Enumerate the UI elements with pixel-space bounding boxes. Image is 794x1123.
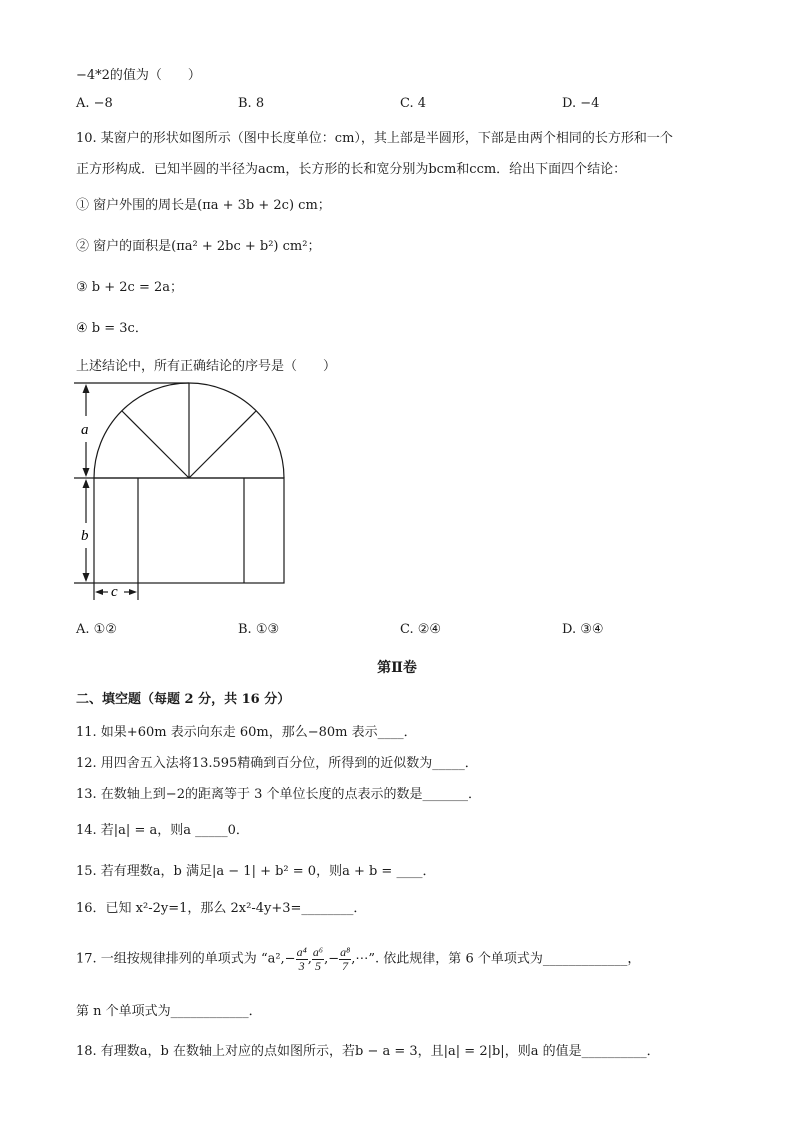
q10-option-d: D. ③④ — [562, 622, 604, 637]
q17-fraction-1-den: 3 — [298, 958, 305, 973]
label-b: b — [81, 528, 89, 544]
q17-fraction-3-num: a⁸ — [340, 945, 351, 959]
q17-fraction-2-num: a⁶ — [312, 945, 324, 959]
q18: 18. 有理数a，b 在数轴上对应的点如图所示，若b − a = 3，且|a| = 2|b|，则a 的值是__________． — [76, 1044, 660, 1059]
q16: 16．已知 x²-2y=1，那么 2x²-4y+3=________． — [76, 901, 367, 916]
q17-fraction-2-den: 5 — [314, 958, 321, 973]
section-fill-in-title: 二、填空题（每题 2 分，共 16 分） — [76, 692, 291, 707]
q13: 13. 在数轴上到−2的距离等于 3 个单位长度的点表示的数是_______． — [76, 787, 482, 802]
label-c: c — [111, 584, 118, 600]
q10-option-a: A. ①② — [76, 622, 117, 637]
q17-fraction-3 — [339, 946, 351, 972]
q10-option-c: C. ②④ — [400, 622, 442, 637]
q10-conclusion-3: ③ b + 2c = 2a； — [76, 280, 183, 295]
q10-line-2: 正方形构成．已知半圆的半径为acm，长方形的长和宽分别为bcm和ccm．给出下面四个结论： — [76, 162, 627, 177]
lower-rectangle — [94, 478, 284, 583]
q17-line-1: 17. 一组按规律排列的单项式为 “a²,− $\frac{\text{a⁴}}{3}$ , $\frac{\text{a⁶}}{5}$ ,− $\frac{\text{a⁸}}{7}$ ,⋯”. 依此规律，第 6 个单项式为_____________， — [76, 945, 641, 973]
q14: 14. 若|a| = a，则a _____0． — [76, 823, 249, 838]
q10-question: 上述结论中，所有正确结论的序号是（ ） — [76, 359, 337, 374]
part-2-title: 第Ⅱ卷 — [377, 660, 417, 676]
q9-option-d: D. −4 — [562, 96, 600, 111]
q11: 11. 如果+60m 表示向东走 60m，那么−80m 表示____． — [76, 725, 417, 740]
q9-option-c: C. 4 — [400, 96, 427, 111]
q17-fraction-1-num: a⁴ — [296, 945, 307, 959]
q17-fraction-3-den: 7 — [342, 958, 349, 973]
q9-stem: −4*2的值为（ ） — [76, 68, 201, 83]
window-figure — [70, 378, 295, 608]
label-a: a — [81, 422, 89, 438]
q15: 15. 若有理数a，b 满足|a − 1| + b² = 0，则a + b = ____． — [76, 864, 436, 879]
q17-fraction-1 — [296, 946, 308, 972]
q17-fraction-2 — [312, 946, 324, 972]
q9-option-a: A. −8 — [76, 96, 113, 111]
q17-suffix: ,⋯”. 依此规律，第 6 个单项式为_____________， — [351, 951, 641, 967]
q10-conclusion-1: ① 窗户外围的周长是(πa + 3b + 2c) cm； — [76, 198, 331, 213]
q9-option-b: B. 8 — [238, 96, 265, 111]
q17-prefix: 17. 一组按规律排列的单项式为 “a²,− — [76, 951, 296, 967]
q10-option-b: B. ①③ — [238, 622, 280, 637]
q10-conclusion-2: ② 窗户的面积是(πa² + 2bc + b²) cm²； — [76, 239, 321, 254]
q12: 12. 用四舍五入法将13.595精确到百分位，所得到的近似数为_____． — [76, 756, 478, 771]
q17-line-2: 第 n 个单项式为____________． — [76, 1004, 262, 1019]
q10-line-1: 10. 某窗户的形状如图所示（图中长度单位：cm），其上部是半圆形，下部是由两个相同的长方形和一个 — [76, 131, 673, 146]
q10-conclusion-4: ④ b = 3c． — [76, 321, 148, 336]
